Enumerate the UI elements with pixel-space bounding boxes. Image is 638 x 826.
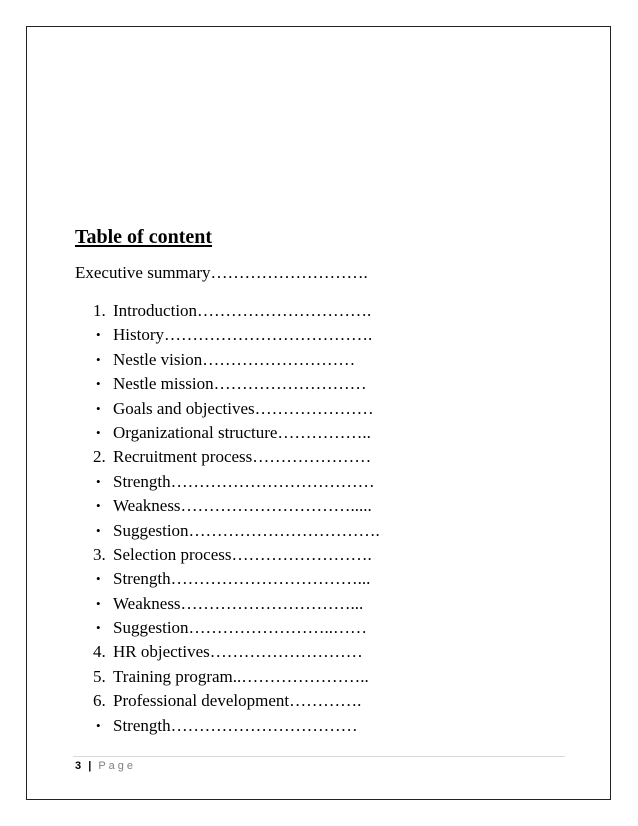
- bullet-icon: •: [96, 327, 101, 343]
- list-number: 5.: [93, 666, 106, 686]
- page-label: Page: [98, 760, 137, 772]
- toc-entry-suggestion-1: [0, 519, 638, 543]
- bullet-icon: •: [96, 595, 101, 611]
- bullet-icon: •: [96, 498, 101, 514]
- toc-entry-strength-2: [0, 567, 638, 591]
- toc-entry-organizational-structure: [0, 421, 638, 445]
- toc-entry-history: [0, 323, 638, 347]
- toc-entry-text: Weakness………………………….....: [113, 496, 372, 516]
- footer-separator: |: [88, 760, 92, 772]
- bullet-icon: •: [96, 522, 101, 538]
- toc-entry-text: History……………………………….: [113, 325, 373, 345]
- bullet-icon: •: [96, 473, 101, 489]
- list-number: 6.: [93, 691, 106, 711]
- toc-entry-text: Suggestion……………………..……: [113, 618, 368, 638]
- toc-heading: Table of content: [75, 226, 213, 248]
- toc-entry-text: Nestle mission………………………: [113, 374, 367, 394]
- toc-entry-text: Goals and objectives…………………: [113, 398, 374, 418]
- toc-entry-text: Introduction………………………….: [113, 301, 372, 320]
- bullet-icon: •: [96, 424, 101, 440]
- toc-entry-hr-objectives: [0, 640, 638, 664]
- bullet-icon: •: [96, 717, 101, 733]
- bullet-icon: •: [96, 571, 101, 587]
- toc-entry-weakness-1: [0, 494, 638, 518]
- toc-entry-professional-development: [0, 689, 638, 713]
- bullet-icon: •: [96, 400, 101, 416]
- list-number: 2.: [93, 447, 106, 467]
- toc-entry-weakness-2: [0, 592, 638, 616]
- toc-entry-text: Strength……………………………: [113, 715, 358, 735]
- toc-entry-introduction: [0, 299, 638, 323]
- toc-entry-text: Strength……………………………...: [113, 569, 371, 589]
- toc-entry-strength-1: [0, 470, 638, 494]
- toc-entry-goals-and-objectives: [0, 397, 638, 421]
- bullet-icon: •: [96, 376, 101, 392]
- list-number: 3.: [93, 544, 106, 564]
- toc-entry-text: Training program..…………………..: [113, 666, 369, 686]
- toc-entry-strength-3: [0, 714, 638, 738]
- toc-entry-text: Suggestion…………………………….: [113, 520, 380, 540]
- toc-entry-text: Organizational structure……………..: [113, 422, 371, 442]
- toc-entry-nestle-mission: [0, 372, 638, 396]
- page-footer: [75, 760, 136, 772]
- toc-entry-nestle-vision: [0, 348, 638, 372]
- toc-entry-text: Weakness…………………………...: [113, 593, 364, 613]
- page-number: 3: [75, 760, 82, 772]
- bullet-icon: •: [96, 351, 101, 367]
- toc-entry-text: Recruitment process…………………: [113, 447, 372, 467]
- toc-entry-training-program: [0, 665, 638, 689]
- toc-entry-executive-summary: Executive summary……………………….: [75, 263, 368, 282]
- list-number: 4.: [93, 642, 106, 662]
- toc-entry-text: HR objectives………………………: [113, 642, 363, 662]
- toc-entry-text: Professional development………….: [113, 691, 362, 711]
- toc-entry-text: Selection process…………………….: [113, 544, 372, 564]
- toc-entry-text: Nestle vision………………………: [113, 349, 356, 369]
- toc-entry-selection-process: [0, 543, 638, 567]
- toc-list: [0, 299, 638, 738]
- toc-entry-recruitment-process: [0, 445, 638, 469]
- bullet-icon: •: [96, 620, 101, 636]
- list-number: 1.: [93, 301, 106, 320]
- footer-divider: [73, 756, 565, 757]
- toc-entry-suggestion-2: [0, 616, 638, 640]
- toc-entry-text: Strength………………………………: [113, 471, 375, 491]
